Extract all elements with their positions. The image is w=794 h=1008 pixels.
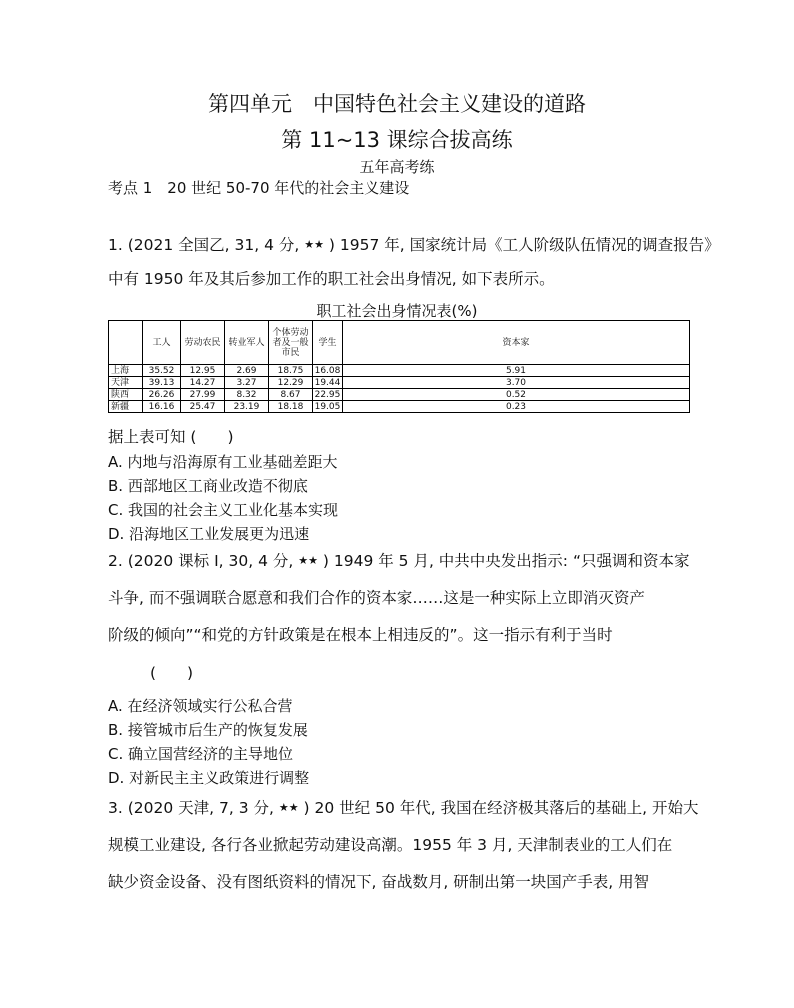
table-header-cell: 资本家 bbox=[343, 321, 690, 365]
table-cell: 18.18 bbox=[269, 401, 313, 413]
q1-option-a: A. 内地与沿海原有工业基础差距大 bbox=[108, 453, 338, 471]
table-cell: 39.13 bbox=[143, 377, 181, 389]
table-cell: 上海 bbox=[109, 365, 143, 377]
table-row bbox=[109, 389, 690, 401]
table-row bbox=[109, 401, 690, 413]
table-cell: 18.75 bbox=[269, 365, 313, 377]
table-title: 职工社会出身情况表(%) bbox=[316, 302, 478, 320]
q2-answer-bracket: ( ) bbox=[150, 664, 194, 682]
table-cell: 12.95 bbox=[181, 365, 225, 377]
table-row bbox=[109, 365, 690, 377]
q1-source: 1. (2021 全国乙, 31, 4 分, bbox=[108, 236, 300, 254]
kaodian-heading: 考点 1 20 世纪 50-70 年代的社会主义建设 bbox=[108, 179, 410, 197]
table-cell: 0.23 bbox=[343, 401, 690, 413]
table-cell: 5.91 bbox=[343, 365, 690, 377]
table-cell: 新疆 bbox=[109, 401, 143, 413]
table-header-cell bbox=[109, 321, 143, 365]
q3-line2: 规模工业建设, 各行各业掀起劳动建设高潮。1955 年 3 月, 天津制表业的工人们在 bbox=[108, 836, 673, 854]
table-cell: 22.95 bbox=[313, 389, 343, 401]
table-cell: 3.70 bbox=[343, 377, 690, 389]
table-cell: 16.16 bbox=[143, 401, 181, 413]
table-header-cell: 个体劳动者及一般市民 bbox=[269, 321, 313, 365]
q3-source: 3. (2020 天津, 7, 3 分, bbox=[108, 799, 274, 817]
q3-line3: 缺少资金设备、没有图纸资料的情况下, 奋战数月, 研制出第一块国产手表, 用智 bbox=[108, 873, 650, 891]
q2-line1 bbox=[108, 549, 690, 571]
table-cell: 0.52 bbox=[343, 389, 690, 401]
table-header-cell: 工人 bbox=[143, 321, 181, 365]
q3-line1 bbox=[108, 796, 698, 818]
q2-option-c: C. 确立国营经济的主导地位 bbox=[108, 745, 294, 763]
difficulty-star-icon: ★★ bbox=[278, 801, 299, 814]
q1-option-d: D. 沿海地区工业发展更为迅速 bbox=[108, 525, 310, 543]
table-cell: 8.67 bbox=[269, 389, 313, 401]
table-header-cell: 学生 bbox=[313, 321, 343, 365]
table-cell: 8.32 bbox=[225, 389, 269, 401]
table-cell: 19.05 bbox=[313, 401, 343, 413]
table-cell: 陕西 bbox=[109, 389, 143, 401]
table-cell: 2.69 bbox=[225, 365, 269, 377]
q2-text: ) 1949 年 5 月, 中共中央发出指示: “只强调和资本家 bbox=[322, 552, 690, 570]
q2-line2: 斗争, 而不强调联合愿意和我们合作的资本家……这是一种实际上立即消灭资产 bbox=[108, 589, 645, 607]
table-cell: 12.29 bbox=[269, 377, 313, 389]
difficulty-star-icon: ★★ bbox=[298, 554, 318, 567]
table-cell: 14.27 bbox=[181, 377, 225, 389]
q1-line2: 中有 1950 年及其后参加工作的职工社会出身情况, 如下表所示。 bbox=[108, 270, 555, 288]
unit-title: 第四单元 中国特色社会主义建设的道路 bbox=[208, 92, 586, 116]
q2-option-b: B. 接管城市后生产的恢复发展 bbox=[108, 721, 308, 739]
table-cell: 26.26 bbox=[143, 389, 181, 401]
table-header-cell: 劳动农民 bbox=[181, 321, 225, 365]
q2-line3: 阶级的倾向”“和党的方针政策是在根本上相违反的”。这一指示有利于当时 bbox=[108, 626, 613, 644]
section-title: 五年高考练 bbox=[359, 158, 435, 176]
q1-option-c: C. 我国的社会主义工业化基本实现 bbox=[108, 501, 339, 519]
q1-option-b: B. 西部地区工商业改造不彻底 bbox=[108, 477, 308, 495]
table-cell: 35.52 bbox=[143, 365, 181, 377]
table-cell: 19.44 bbox=[313, 377, 343, 389]
lesson-title: 第 11~13 课综合拔高练 bbox=[281, 128, 513, 152]
data-table bbox=[108, 320, 690, 413]
q1-stem: 据上表可知 ( ) bbox=[108, 428, 234, 446]
q2-option-a: A. 在经济领域实行公私合营 bbox=[108, 697, 293, 715]
table-cell: 25.47 bbox=[181, 401, 225, 413]
q1-text: ) 1957 年, 国家统计局《工人阶级队伍情况的调查报告》 bbox=[328, 236, 720, 254]
table-cell: 16.08 bbox=[313, 365, 343, 377]
table-cell: 23.19 bbox=[225, 401, 269, 413]
difficulty-star-icon: ★★ bbox=[304, 238, 324, 251]
q1-line1 bbox=[108, 233, 720, 255]
table-cell: 27.99 bbox=[181, 389, 225, 401]
table-cell: 天津 bbox=[109, 377, 143, 389]
table-cell: 3.27 bbox=[225, 377, 269, 389]
q3-text: ) 20 世纪 50 年代, 我国在经济极其落后的基础上, 开始大 bbox=[303, 799, 699, 817]
table-header-cell: 转业军人 bbox=[225, 321, 269, 365]
q2-source: 2. (2020 课标 Ⅰ, 30, 4 分, bbox=[108, 552, 294, 570]
q2-option-d: D. 对新民主主义政策进行调整 bbox=[108, 769, 310, 787]
table-row bbox=[109, 377, 690, 389]
table-header-row bbox=[109, 321, 690, 365]
